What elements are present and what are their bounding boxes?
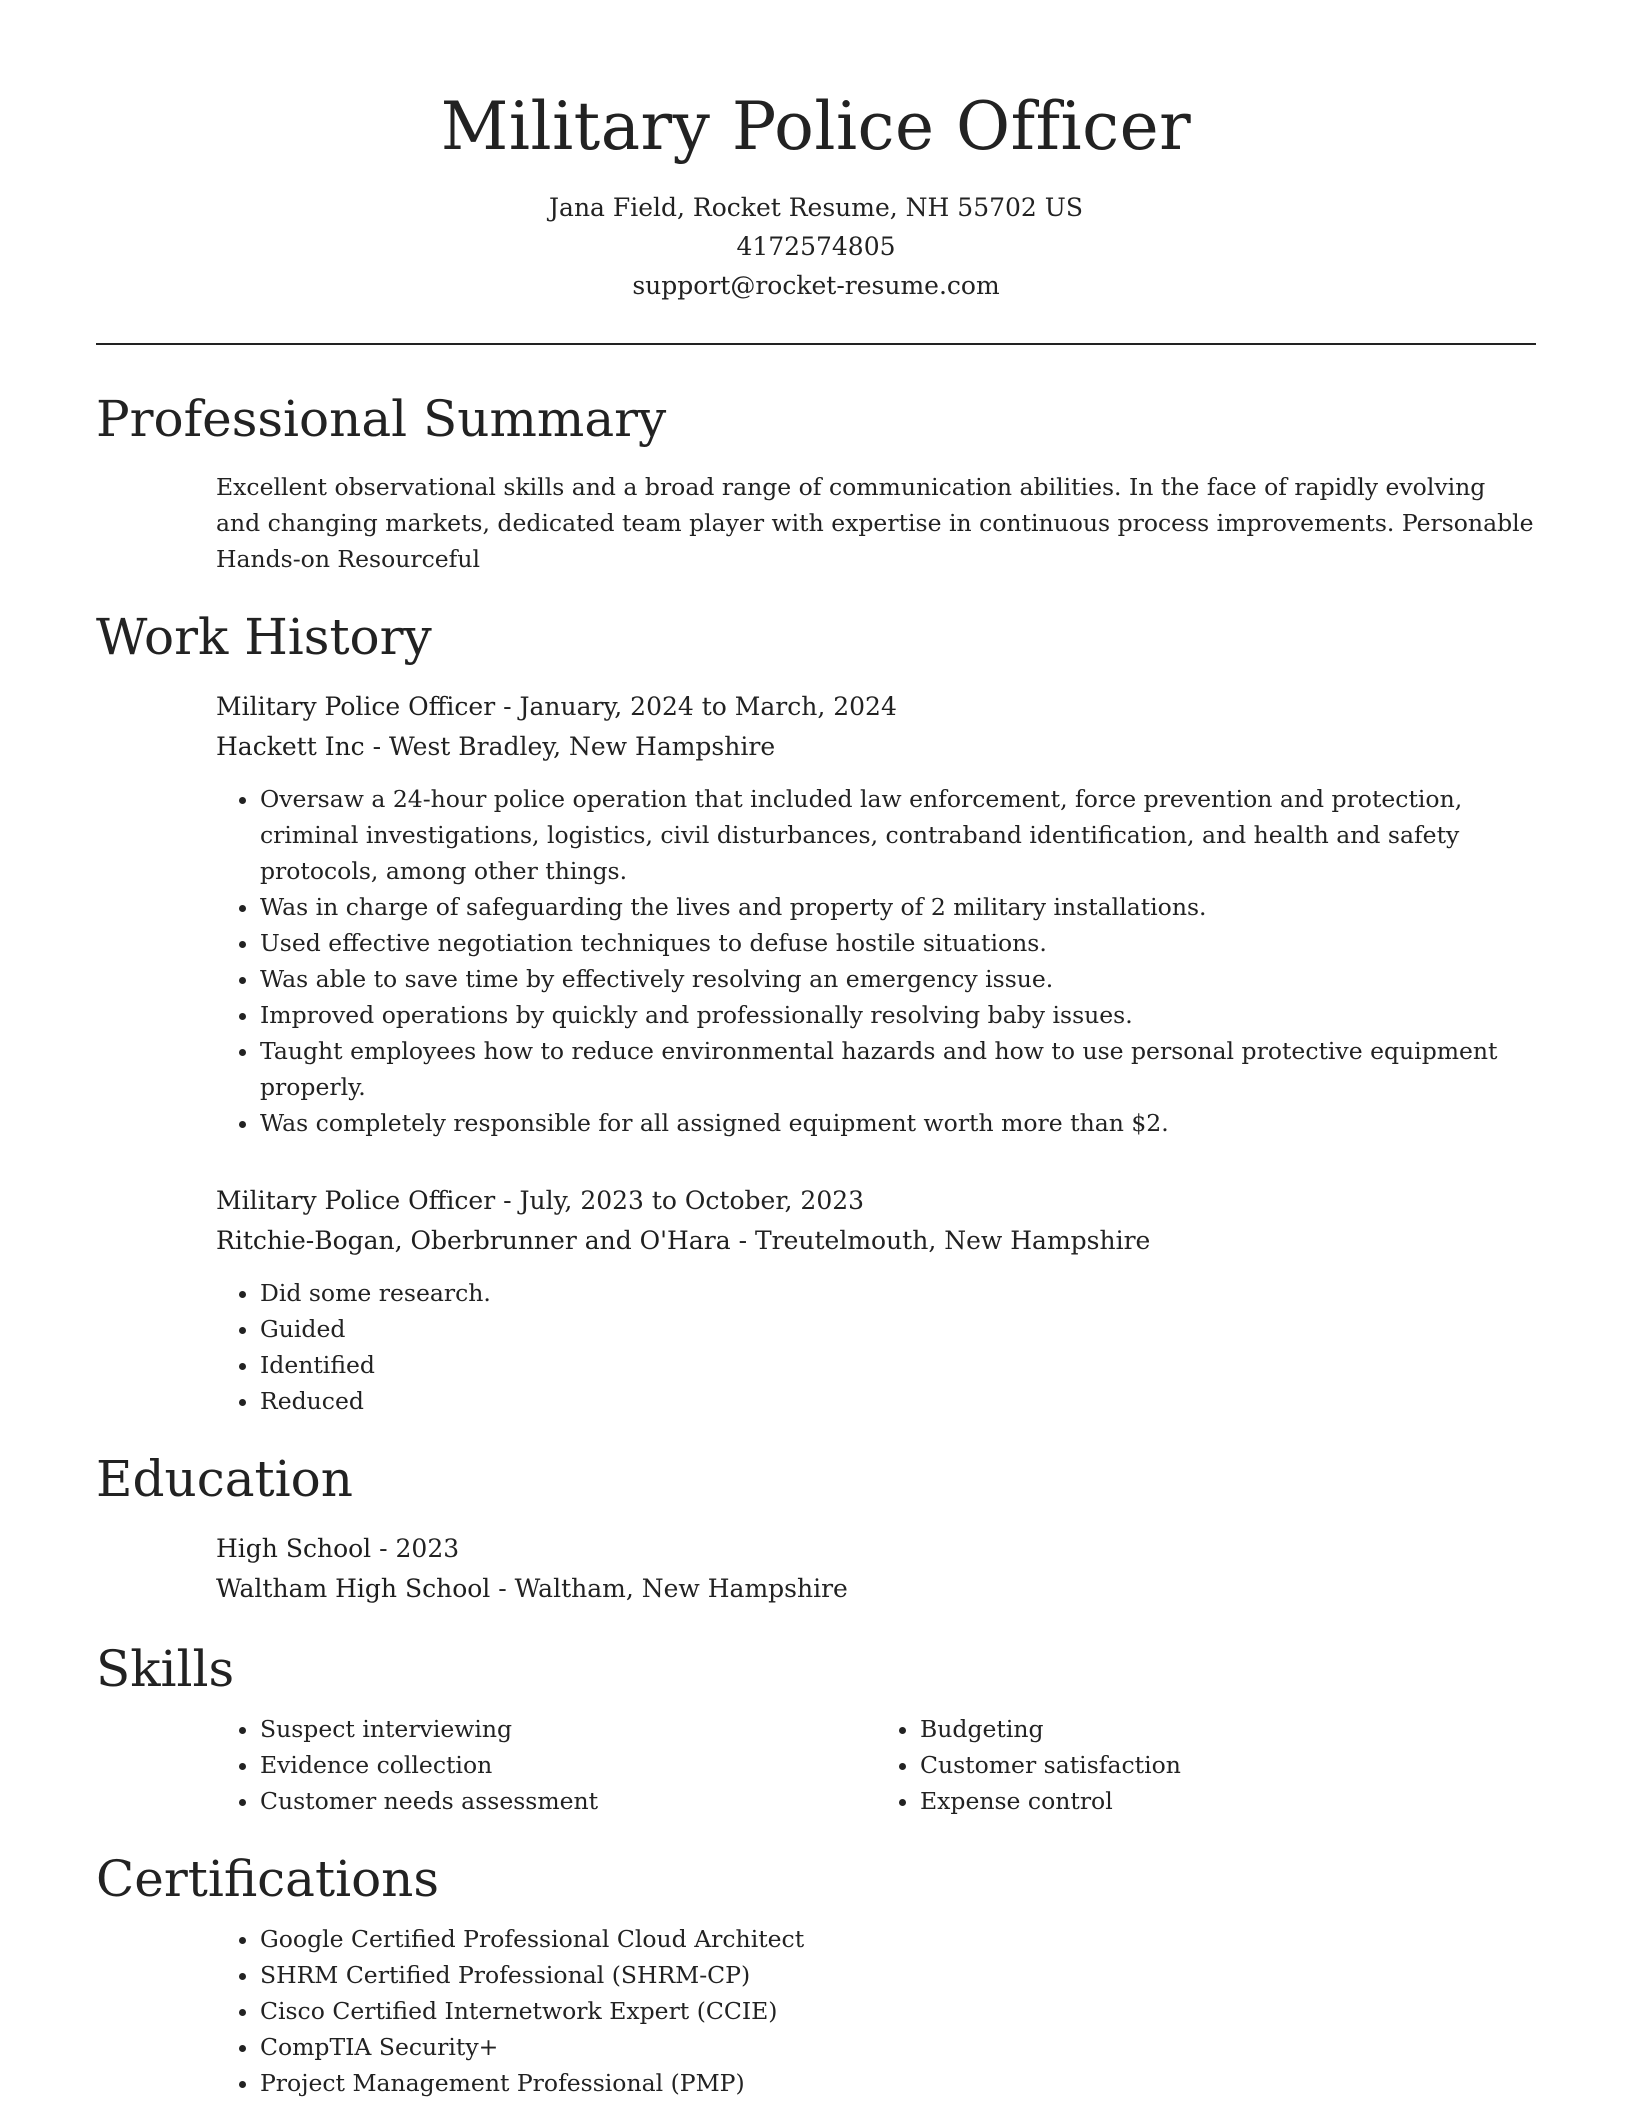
job-company-line [216, 727, 1536, 767]
resume-title: Military Police Officer [440, 88, 1192, 165]
certifications-list [216, 1921, 1536, 2101]
job-bullet: • Improved operations by quickly and professionally resolving baby issues. [260, 997, 1536, 1033]
job-title-line [216, 1181, 1536, 1221]
skills-body [216, 1711, 1536, 1819]
education-body [216, 1529, 1536, 1609]
contact-block [96, 188, 1536, 305]
job-entry [216, 1181, 1536, 1419]
job-bullets [216, 1275, 1536, 1419]
certifications-heading: Certifications [96, 1850, 440, 1908]
work-heading: Work History [96, 608, 432, 666]
certification-item: • CompTIA Security+ [260, 2029, 1536, 2065]
job-bullet: • Taught employees how to reduce environmental hazards and how to use personal protective equipment properly. [260, 1033, 1536, 1105]
education-section [96, 1447, 1536, 1609]
job-bullet: • Identified [260, 1347, 1536, 1383]
education-school: Waltham High School [216, 1574, 491, 1603]
job-bullet: • Used effective negotiation techniques to defuse hostile situations. [260, 925, 1536, 961]
education-heading: Education [96, 1450, 353, 1508]
job-bullet: • Guided [260, 1311, 1536, 1347]
certification-item: • Google Certified Professional Cloud Architect [260, 1921, 1536, 1957]
skills-section [96, 1637, 1536, 1819]
job-company: Ritchie-Bogan, Oberbrunner and O'Hara [216, 1226, 731, 1255]
skill-item: • Budgeting [920, 1711, 1536, 1747]
certifications-body [216, 1921, 1536, 2101]
contact-address: Jana Field, Rocket Resume, NH 55702 US [549, 193, 1083, 222]
job-company-line [216, 1221, 1536, 1261]
summary-section [96, 387, 1536, 577]
job-bullet: • Did some research. [260, 1275, 1536, 1311]
job-title: Military Police Officer [216, 692, 496, 721]
skill-item: • Customer satisfaction [920, 1747, 1536, 1783]
resume-header [96, 0, 1536, 305]
job-bullet: • Oversaw a 24-hour police operation that included law enforcement, force prevention and protection, criminal investigations, logistics, civil disturbances, contraband identification, and health and safety protocols, among other things. [260, 781, 1536, 889]
certification-item: • SHRM Certified Professional (SHRM-CP) [260, 1957, 1536, 1993]
skill-item: • Customer needs assessment [260, 1783, 876, 1819]
job-bullet: • Was completely responsible for all assigned equipment worth more than $2. [260, 1105, 1536, 1141]
certifications-section [96, 1847, 1536, 2101]
job-dates: - January, 2024 to March, 2024 [495, 692, 897, 721]
skill-item: • Evidence collection [260, 1747, 876, 1783]
certification-item: • Cisco Certified Internetwork Expert (CCIE) [260, 1993, 1536, 2029]
education-location: - Waltham, New Hampshire [490, 1574, 848, 1603]
job-entry [216, 687, 1536, 1141]
job-title: Military Police Officer [216, 1186, 496, 1215]
job-dates: - July, 2023 to October, 2023 [495, 1186, 865, 1215]
skills-column-right [876, 1711, 1536, 1819]
education-degree-line [216, 1529, 1536, 1569]
job-bullets [216, 781, 1536, 1141]
skills-grid [216, 1711, 1536, 1819]
education-school-line [216, 1569, 1536, 1609]
skills-column-left [216, 1711, 876, 1819]
header-divider [96, 343, 1536, 345]
certification-item: • Project Management Professional (PMP) [260, 2065, 1536, 2101]
work-section [96, 605, 1536, 1419]
skill-item: • Suspect interviewing [260, 1711, 876, 1747]
job-bullet: • Was able to save time by effectively resolving an emergency issue. [260, 961, 1536, 997]
contact-phone: 4172574805 [736, 232, 896, 261]
resume-page [96, 0, 1536, 2101]
job-bullet: • Reduced [260, 1383, 1536, 1419]
summary-heading: Professional Summary [96, 390, 667, 448]
skills-heading: Skills [96, 1640, 235, 1698]
job-bullet: • Was in charge of safeguarding the lives and property of 2 military installations. [260, 889, 1536, 925]
job-location: - Treutelmouth, New Hampshire [730, 1226, 1151, 1255]
contact-email: support@rocket-resume.com [632, 271, 1000, 300]
skill-item: • Expense control [920, 1783, 1536, 1819]
education-degree: High School [216, 1534, 372, 1563]
job-location: - West Bradley, New Hampshire [364, 732, 776, 761]
job-title-line [216, 687, 1536, 727]
work-body [216, 687, 1536, 1419]
summary-text: Excellent observational skills and a broad range of communication abilities. In the face of rapidly evolving and changing markets, dedicated team player with expertise in continuous process improvements. Personable Hands-on Resourceful [216, 473, 1534, 573]
education-year: - 2023 [371, 1534, 460, 1563]
job-company: Hackett Inc [216, 732, 365, 761]
